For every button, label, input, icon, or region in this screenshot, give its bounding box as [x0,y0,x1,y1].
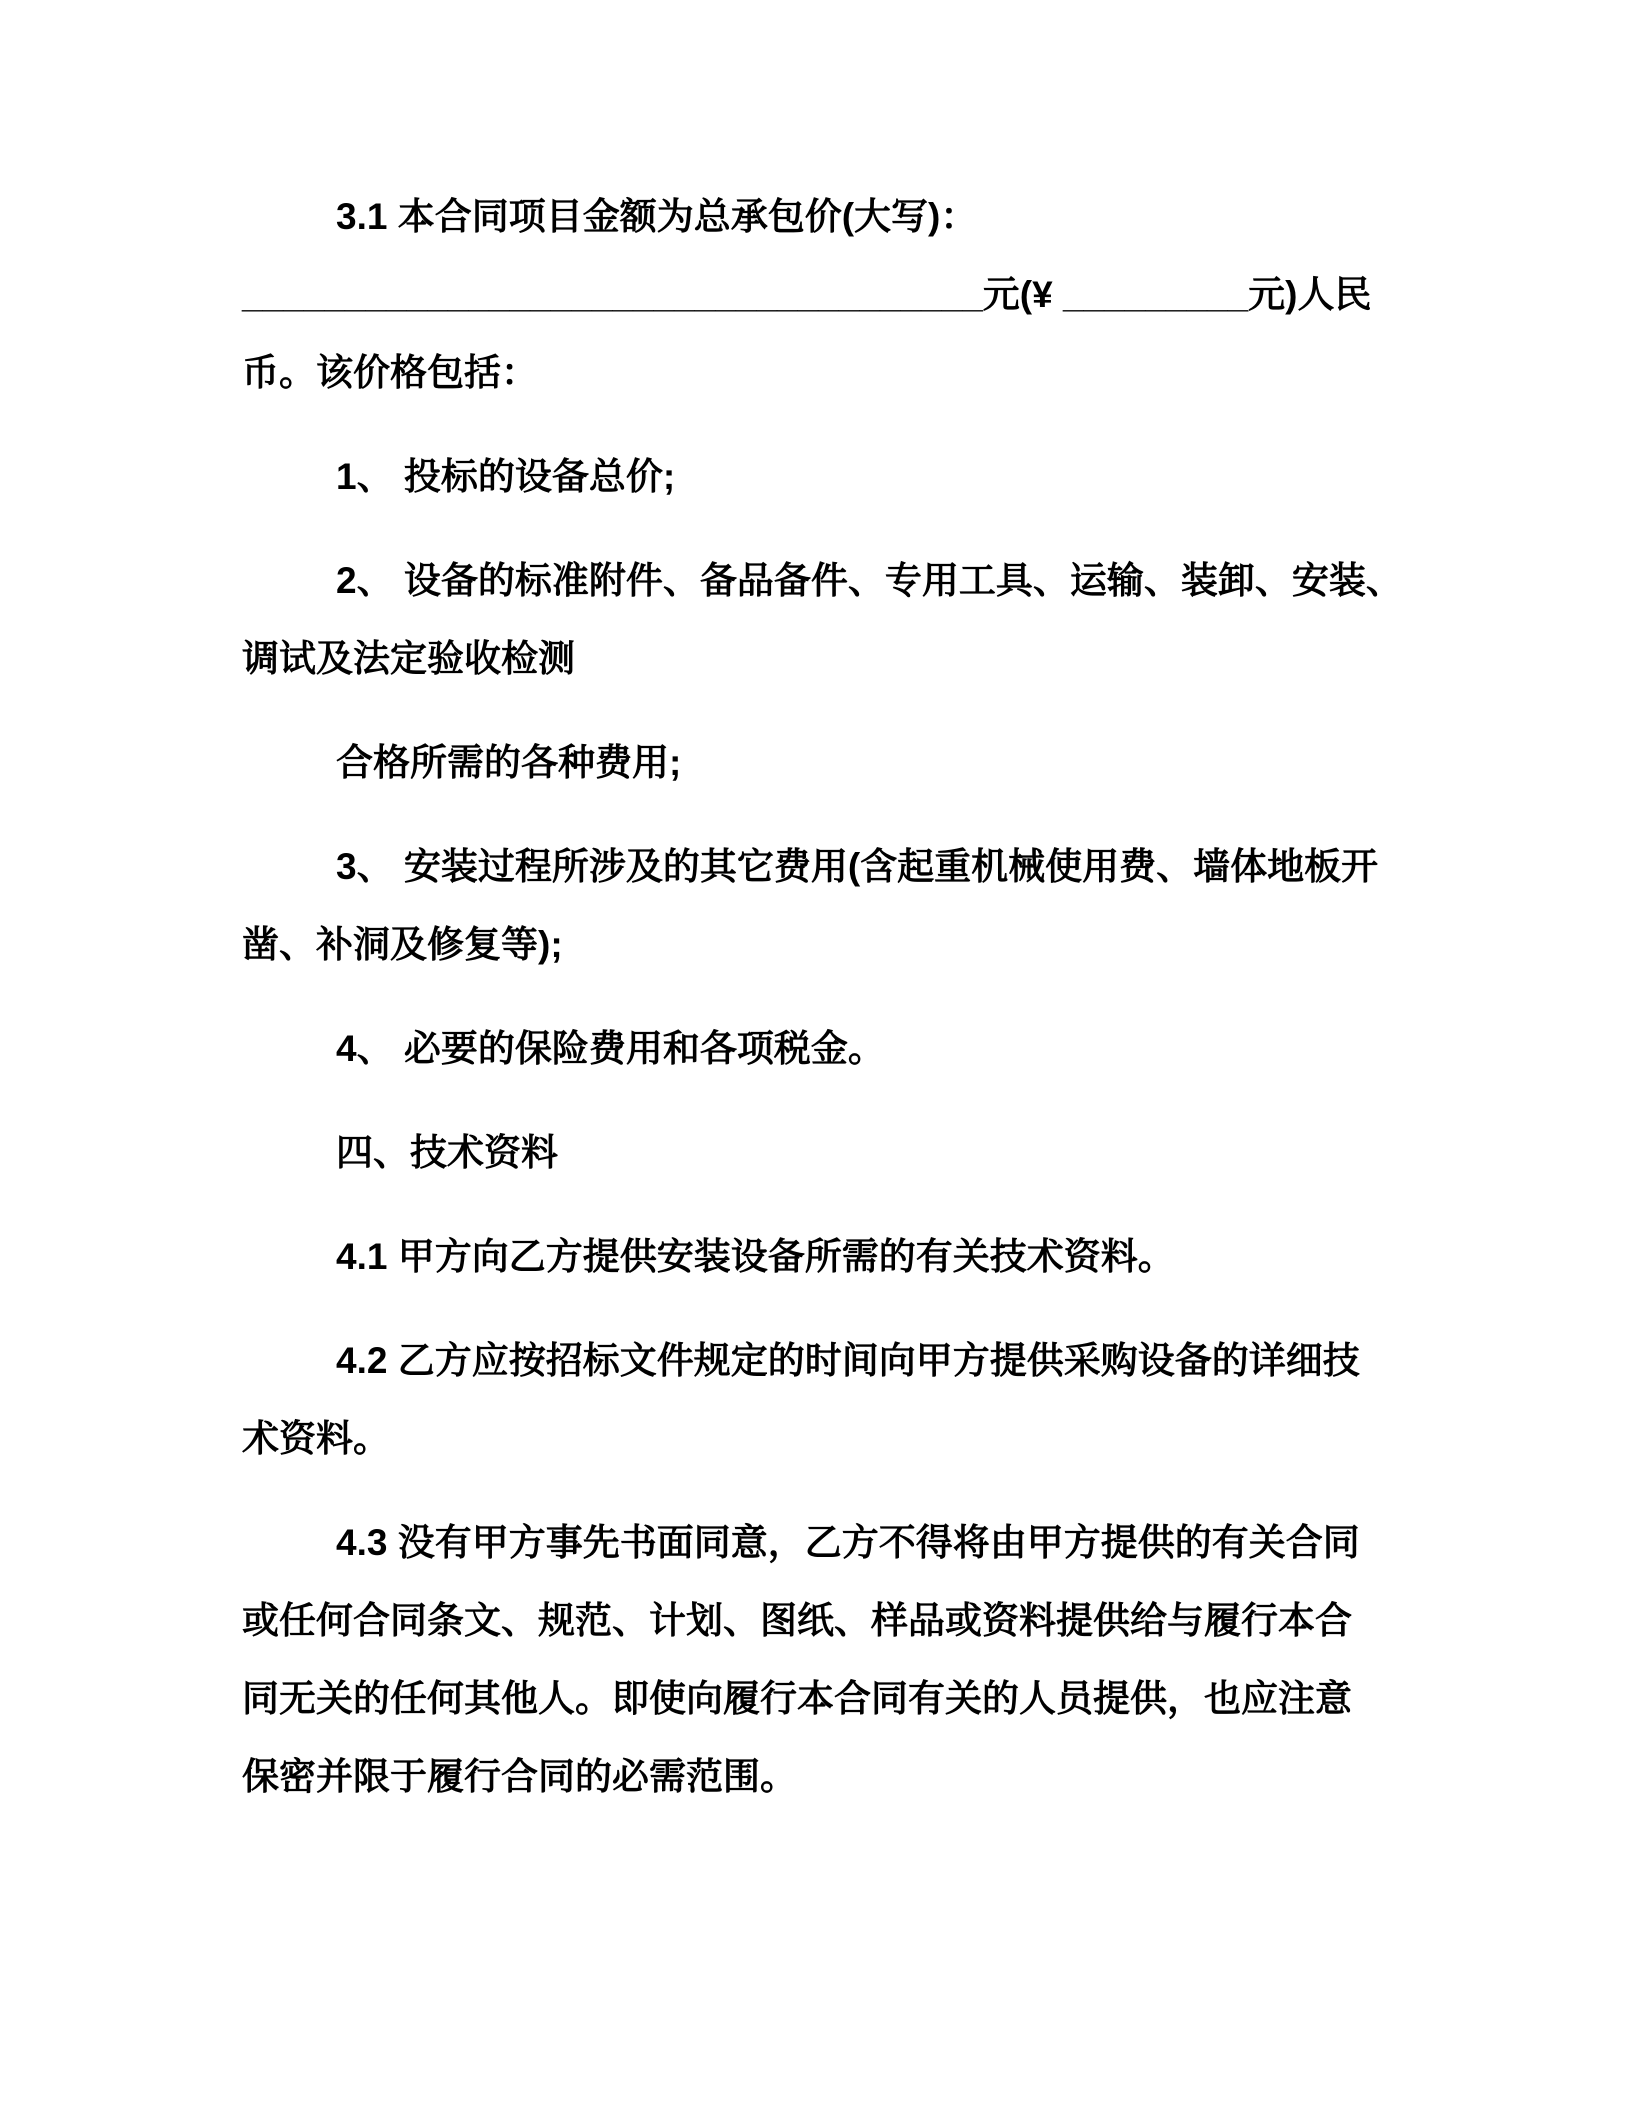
paragraph [242,724,1402,802]
paragraph [242,1504,1402,1816]
paragraph-first-line: 3.1 本合同项目金额为总承包价(大写)： [336,196,978,237]
text-line: 调试及法定验收检测 [242,638,575,679]
paragraph-first-line: 4、 必要的保险费用和各项税金。 [336,1028,885,1069]
paragraph-first-line: 1、 投标的设备总价; [336,456,676,497]
text-line: 币。该价格包括： [242,352,538,393]
paragraph-first-line: 3、 安装过程所涉及的其它费用(含起重机械使用费、墙体地板开 [336,846,1379,887]
paragraph [242,1322,1402,1478]
paragraph [242,1218,1402,1296]
paragraph [242,542,1402,698]
paragraph-first-line: 4.2 乙方应按招标文件规定的时间向甲方提供采购设备的详细技 [336,1340,1360,1381]
paragraph-first-line: 4.3 没有甲方事先书面同意，乙方不得将由甲方提供的有关合同 [336,1522,1360,1563]
paragraph-first-line: 四、技术资料 [336,1132,558,1173]
paragraph [242,1010,1402,1088]
text-line: 保密并限于履行合同的必需范围。 [242,1756,797,1797]
text-line: ____________________________________元(¥ _________元)人民 [242,274,1372,315]
paragraph-first-line: 2、 设备的标准附件、备品备件、专用工具、运输、装卸、安装、 [336,560,1403,601]
paragraph-first-line: 4.1 甲方向乙方提供安装设备所需的有关技术资料。 [336,1236,1175,1277]
text-line: 术资料。 [242,1418,390,1459]
paragraph [242,178,1402,412]
text-line: 或任何合同条文、规范、计划、图纸、样品或资料提供给与履行本合 [242,1600,1352,1641]
text-line: 凿、补洞及修复等); [242,924,563,965]
paragraph-first-line: 合格所需的各种费用; [336,742,682,783]
contract-text [242,178,1402,1842]
text-line: 同无关的任何其他人。即使向履行本合同有关的人员提供，也应注意 [242,1678,1352,1719]
paragraph [242,438,1402,516]
paragraph [242,828,1402,984]
paragraph [242,1114,1402,1192]
